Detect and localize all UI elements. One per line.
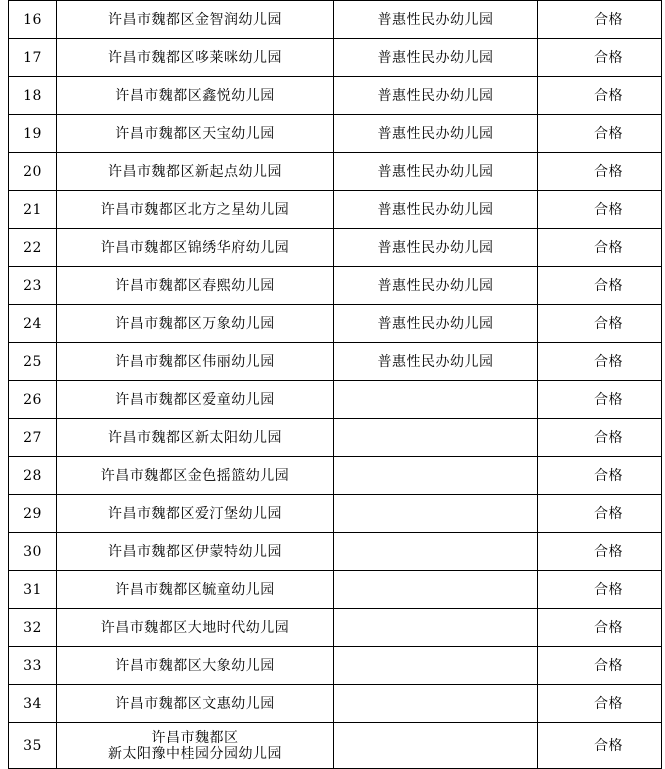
inspection-result: 合格	[538, 267, 662, 305]
table-row	[9, 77, 662, 115]
row-number: 26	[9, 381, 57, 419]
table-row	[9, 533, 662, 571]
row-number: 29	[9, 495, 57, 533]
inspection-result: 合格	[538, 723, 662, 769]
table-body	[9, 1, 662, 769]
kindergarten-type: 普惠性民办幼儿园	[334, 115, 538, 153]
kindergarten-type: 普惠性民办幼儿园	[334, 267, 538, 305]
table-row	[9, 1, 662, 39]
kindergarten-name-line: 许昌市魏都区天宝幼儿园	[115, 125, 275, 142]
kindergarten-type	[334, 723, 538, 769]
row-number: 20	[9, 153, 57, 191]
kindergarten-name	[57, 1, 334, 39]
kindergarten-name	[57, 533, 334, 571]
table-row	[9, 419, 662, 457]
table-row	[9, 191, 662, 229]
kindergarten-type: 普惠性民办幼儿园	[334, 39, 538, 77]
kindergarten-name	[57, 457, 334, 495]
kindergarten-name	[57, 685, 334, 723]
kindergarten-name	[57, 343, 334, 381]
kindergarten-name-line-2: 新太阳豫中桂园分园幼儿园	[108, 745, 282, 762]
row-number: 16	[9, 1, 57, 39]
kindergarten-name-line: 许昌市魏都区春熙幼儿园	[115, 277, 275, 294]
kindergarten-type: 普惠性民办幼儿园	[334, 77, 538, 115]
row-number: 34	[9, 685, 57, 723]
kindergarten-type: 普惠性民办幼儿园	[334, 305, 538, 343]
inspection-result: 合格	[538, 153, 662, 191]
row-number: 23	[9, 267, 57, 305]
kindergarten-name	[57, 381, 334, 419]
kindergarten-type	[334, 609, 538, 647]
row-number: 31	[9, 571, 57, 609]
inspection-result: 合格	[538, 685, 662, 723]
kindergarten-name-line: 许昌市魏都区大地时代幼儿园	[100, 619, 290, 636]
kindergarten-type: 普惠性民办幼儿园	[334, 229, 538, 267]
table-row	[9, 115, 662, 153]
kindergarten-type	[334, 571, 538, 609]
kindergarten-name	[57, 419, 334, 457]
inspection-result: 合格	[538, 115, 662, 153]
kindergarten-type	[334, 419, 538, 457]
kindergarten-name	[57, 229, 334, 267]
row-number: 24	[9, 305, 57, 343]
table-row	[9, 647, 662, 685]
kindergarten-name-line: 许昌市魏都区新起点幼儿园	[108, 163, 282, 180]
kindergarten-name	[57, 153, 334, 191]
kindergarten-name	[57, 77, 334, 115]
kindergarten-name-line: 许昌市魏都区伊蒙特幼儿园	[108, 543, 282, 560]
kindergarten-name-line: 许昌市魏都区鑫悦幼儿园	[115, 87, 275, 104]
kindergarten-name-line: 许昌市魏都区爱汀堡幼儿园	[108, 505, 282, 522]
kindergarten-type: 普惠性民办幼儿园	[334, 343, 538, 381]
kindergarten-table	[8, 0, 662, 769]
table-row	[9, 381, 662, 419]
inspection-result: 合格	[538, 1, 662, 39]
kindergarten-name-line: 许昌市魏都区北方之星幼儿园	[100, 201, 290, 218]
kindergarten-name-line: 许昌市魏都区文惠幼儿园	[115, 695, 275, 712]
inspection-result: 合格	[538, 229, 662, 267]
kindergarten-name-line: 许昌市魏都区哆莱咪幼儿园	[108, 49, 282, 66]
row-number: 25	[9, 343, 57, 381]
kindergarten-name	[57, 609, 334, 647]
inspection-result: 合格	[538, 191, 662, 229]
kindergarten-name	[57, 305, 334, 343]
table-row	[9, 229, 662, 267]
inspection-result: 合格	[538, 381, 662, 419]
kindergarten-type: 普惠性民办幼儿园	[334, 1, 538, 39]
kindergarten-type	[334, 495, 538, 533]
row-number: 27	[9, 419, 57, 457]
inspection-result: 合格	[538, 647, 662, 685]
inspection-result: 合格	[538, 77, 662, 115]
table-row	[9, 609, 662, 647]
kindergarten-name-line: 许昌市魏都区金色摇篮幼儿园	[100, 467, 290, 484]
row-number: 21	[9, 191, 57, 229]
kindergarten-name	[57, 647, 334, 685]
kindergarten-type	[334, 533, 538, 571]
inspection-result: 合格	[538, 609, 662, 647]
kindergarten-name	[57, 39, 334, 77]
row-number: 33	[9, 647, 57, 685]
kindergarten-type: 普惠性民办幼儿园	[334, 191, 538, 229]
row-number: 35	[9, 723, 57, 769]
kindergarten-name	[57, 571, 334, 609]
inspection-result: 合格	[538, 533, 662, 571]
table-row	[9, 305, 662, 343]
inspection-result: 合格	[538, 571, 662, 609]
kindergarten-name-line: 许昌市魏都区	[151, 729, 239, 746]
kindergarten-name-line: 许昌市魏都区伟丽幼儿园	[115, 353, 275, 370]
kindergarten-type	[334, 457, 538, 495]
kindergarten-type	[334, 685, 538, 723]
table-row	[9, 571, 662, 609]
kindergarten-name-line: 许昌市魏都区爱童幼儿园	[115, 391, 275, 408]
kindergarten-name-line: 许昌市魏都区锦绣华府幼儿园	[100, 239, 290, 256]
row-number: 28	[9, 457, 57, 495]
kindergarten-name-line: 许昌市魏都区金智润幼儿园	[108, 11, 282, 28]
table-row	[9, 723, 662, 769]
row-number: 17	[9, 39, 57, 77]
kindergarten-name-line: 许昌市魏都区新太阳幼儿园	[108, 429, 282, 446]
inspection-result: 合格	[538, 419, 662, 457]
kindergarten-name	[57, 723, 334, 769]
row-number: 22	[9, 229, 57, 267]
table-row	[9, 39, 662, 77]
kindergarten-name	[57, 495, 334, 533]
kindergarten-name-line: 许昌市魏都区毓童幼儿园	[115, 581, 275, 598]
kindergarten-name	[57, 267, 334, 305]
kindergarten-name	[57, 191, 334, 229]
kindergarten-name-line: 许昌市魏都区万象幼儿园	[115, 315, 275, 332]
row-number: 30	[9, 533, 57, 571]
inspection-result: 合格	[538, 305, 662, 343]
kindergarten-name	[57, 115, 334, 153]
row-number: 32	[9, 609, 57, 647]
row-number: 18	[9, 77, 57, 115]
kindergarten-type	[334, 647, 538, 685]
kindergarten-type	[334, 381, 538, 419]
inspection-result: 合格	[538, 457, 662, 495]
table-row	[9, 267, 662, 305]
table-row	[9, 685, 662, 723]
table-row	[9, 153, 662, 191]
kindergarten-name-line: 许昌市魏都区大象幼儿园	[115, 657, 275, 674]
inspection-result: 合格	[538, 495, 662, 533]
table-row	[9, 495, 662, 533]
inspection-result: 合格	[538, 343, 662, 381]
table-row	[9, 457, 662, 495]
kindergarten-type: 普惠性民办幼儿园	[334, 153, 538, 191]
row-number: 19	[9, 115, 57, 153]
inspection-result: 合格	[538, 39, 662, 77]
table-row	[9, 343, 662, 381]
